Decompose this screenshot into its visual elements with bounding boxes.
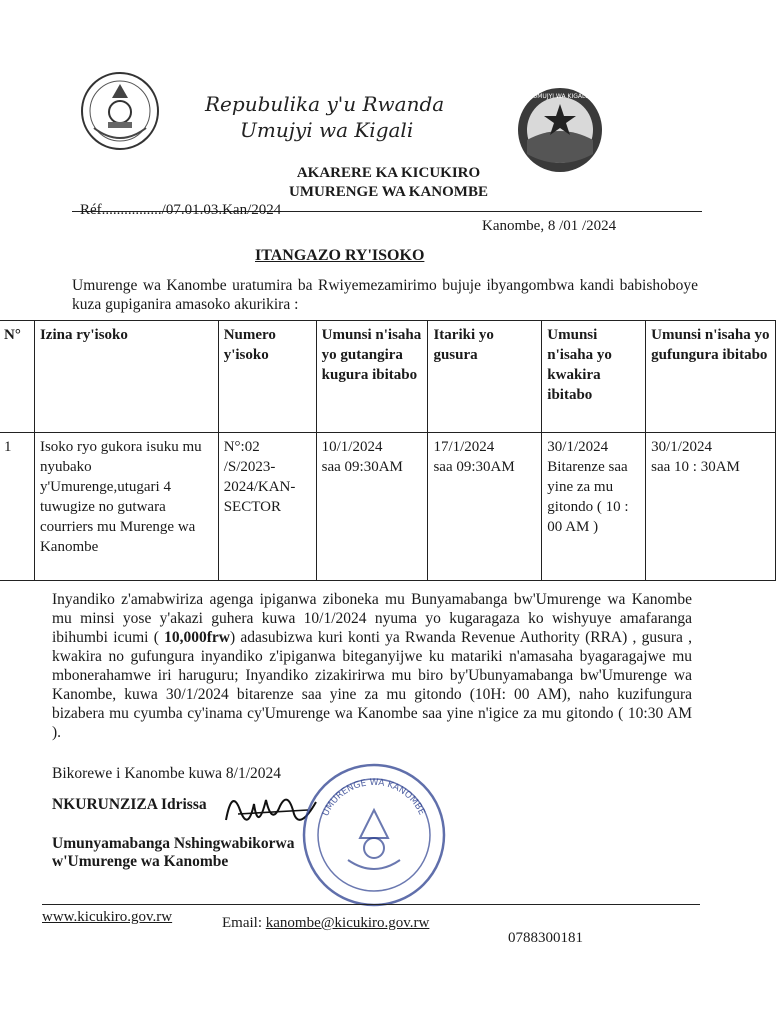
purchase-start-time: saa 09:30AM: [321, 459, 403, 475]
rwanda-coat-of-arms-emblem: [78, 70, 162, 152]
receipt-time: Bitarenze saa yine za mu gitondo ( 10 : 00 AM ): [547, 459, 629, 535]
place-date: Kanombe, 8 /01 /2024: [482, 218, 617, 234]
city-title: Umujyi wa Kigali: [240, 118, 414, 142]
intro-paragraph: Umurenge wa Kanombe uratumira ba Rwiyemezamirimo bujuje ibyangombwa kandi babishoboye kuza gupiganira amasoko akurikira :: [72, 277, 698, 313]
email-label: Email:: [222, 915, 262, 931]
signing-place-date: Bikorewe i Kanombe kuwa 8/1/2024: [52, 765, 282, 782]
row-tender-name: Isoko ryo gukora isuku mu nyubako y'Umurenge,utugari 4 tuwugize no gutwara courriers mu Murenge wa Kanombe: [34, 433, 218, 581]
kigali-city-emblem: [512, 84, 608, 176]
col-header-tender-ref: Numero y'isoko: [218, 321, 316, 433]
body-text-part1: Inyandiko z'amabwiriza agenga ipiganwa ziboneka mu Bunyamabanga bw'Umurenge wa Kanombe mu minsi yose y'akazi guhera kuwa 10/1/2024 nyuma yo kugaragaza ko wishyuye amafaranga ibihumbi icumi (: [52, 591, 692, 646]
republic-title: Repubulika y'u Rwanda: [205, 92, 445, 116]
row-opening: [646, 433, 776, 581]
sector-name: UMURENGE WA KANOMBE: [289, 184, 488, 200]
signatory-title-2: w'Umurenge wa Kanombe: [52, 853, 229, 870]
notice-title: ITANGAZO RY'ISOKO: [255, 247, 425, 264]
col-header-opening-date: Umunsi n'isaha yo gufungura ibitabo: [646, 321, 776, 433]
signatory-name: NKURUNZIZA Idrissa: [52, 796, 207, 813]
row-visit: [428, 433, 542, 581]
tender-table: [0, 320, 776, 581]
body-text-part2: ) adasubizwa kuri konti ya Rwanda Revenue Authority (RRA) , gusura , kwakira no gufungura inyandiko z'ipiganwa biteganyijwe ku matariki n'amasaha byagaragajwe mu mbonerahamwe iri haruguru; Inyandiko zizakirirwa mu biro by'Ubunyamabanga bw'Umurenge wa Kanombe, kuwa 30/1/2024 bitarenze saa yine za mu gitondo (10H: 00 AM), naho kuzifungura bizabera mu cyumba cy'inama cy'Umurenge wa Kanombe saa yine n'igice za mu gitondo ( 10:30 AM ).: [52, 629, 692, 741]
reference-number: Réf................/07.01.03.Kan/2024: [80, 202, 282, 218]
visit-time: saa 09:30AM: [433, 459, 515, 475]
col-header-purchase-start: Umunsi n'isaha yo gutangira kugura ibitabo: [316, 321, 428, 433]
table-row: [0, 433, 776, 581]
email-line: [222, 915, 429, 932]
district-name: AKARERE KA KICUKIRO: [296, 165, 481, 181]
col-header-visit-date: Itariki yo gusura: [428, 321, 542, 433]
signatory-title-1: Umunyamabanga Nshingwabikorwa: [52, 835, 295, 852]
table-header-row: [0, 321, 776, 433]
stamp-text: UMURENGE WA KANOMBE: [321, 777, 427, 818]
fee-amount: 10,000frw: [164, 629, 230, 646]
website-link[interactable]: www.kicukiro.gov.rw: [42, 909, 173, 925]
visit-date: 17/1/2024: [433, 439, 495, 455]
row-number: 1: [0, 433, 34, 581]
col-header-tender-name: Izina ry'isoko: [34, 321, 218, 433]
col-header-number: N°: [0, 321, 34, 433]
col-header-receipt-deadline: Umunsi n'isaha yo kwakira ibitabo: [542, 321, 646, 433]
official-stamp: [298, 760, 450, 910]
purchase-start-date: 10/1/2024: [321, 439, 383, 455]
opening-time: saa 10 : 30AM: [651, 459, 740, 475]
body-paragraph: [52, 590, 692, 742]
row-receipt: [542, 433, 646, 581]
receipt-date: 30/1/2024: [547, 439, 609, 455]
emblem-right-label: UMUJYI WA KIGALI: [532, 93, 588, 100]
row-purchase-start: [316, 433, 428, 581]
opening-date: 30/1/2024: [651, 439, 712, 455]
footer-divider: [42, 904, 700, 905]
email-link[interactable]: kanombe@kicukiro.gov.rw: [265, 915, 430, 931]
row-tender-ref: N°:02 /S/2023-2024/KAN-SECTOR: [218, 433, 316, 581]
phone-number: 0788300181: [508, 930, 583, 946]
